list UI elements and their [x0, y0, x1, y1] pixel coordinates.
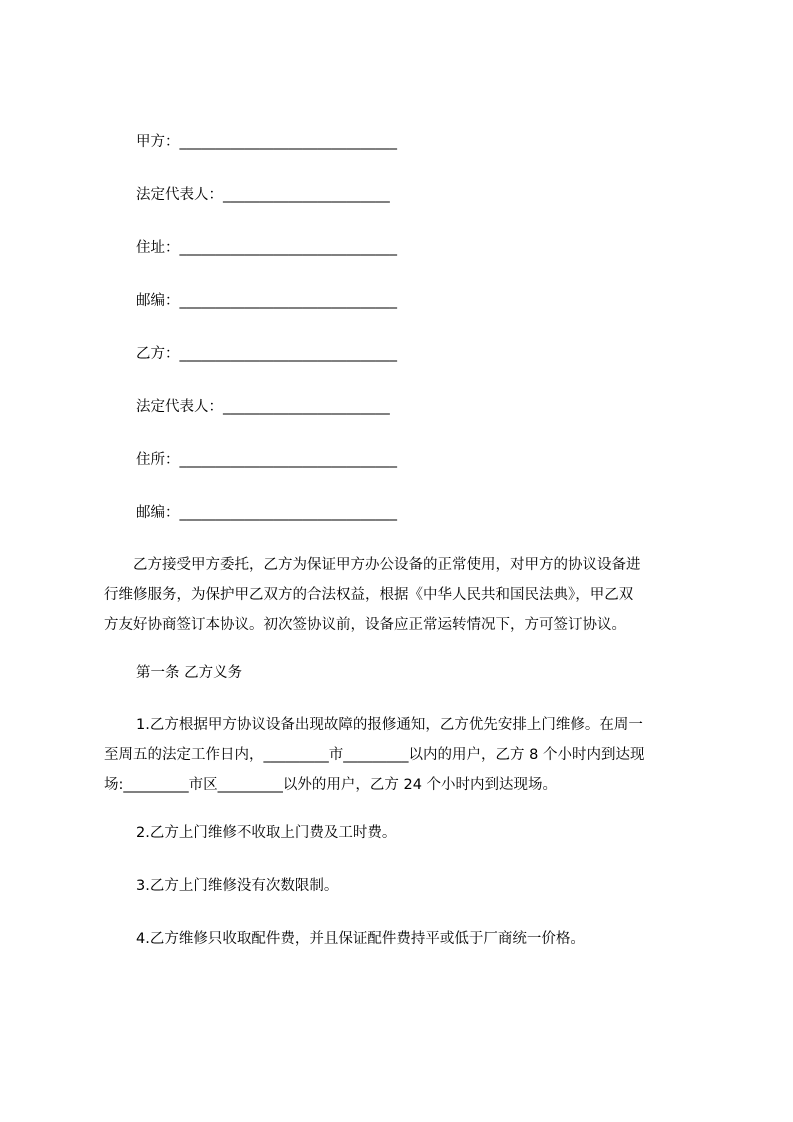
party-a-blank: ______________________________	[179, 134, 397, 150]
party-a-postcode-row	[136, 291, 397, 311]
party-a-row	[136, 132, 397, 152]
party-b-address-label: 住所：	[136, 452, 180, 468]
party-b-representative-label: 法定代表人：	[136, 399, 223, 415]
article-1-heading: 第一条 乙方义务	[136, 665, 243, 681]
party-a-postcode-label: 邮编：	[136, 293, 180, 309]
party-a-label: 甲方：	[136, 134, 180, 150]
clause-3: 3.乙方上门维修没有次数限制。	[136, 878, 339, 894]
party-b-representative-blank: _______________________	[223, 399, 390, 415]
party-b-label: 乙方：	[136, 346, 180, 362]
party-b-address-blank: ______________________________	[179, 452, 397, 468]
clause-1-line-1: 1.乙方根据甲方协议设备出现故障的报修通知，乙方优先安排上门维修。在周一	[136, 717, 643, 733]
party-b-address-row	[136, 450, 397, 470]
clause-1-line-3: 场:_________市区_________以外的用户，乙方 24 个小时内到达现场。	[104, 777, 558, 793]
party-a-representative-label: 法定代表人：	[136, 187, 223, 203]
clause-1-line-2: 至周五的法定工作日内，_________市_________以内的用户，乙方 8 个小时内到达现	[104, 747, 645, 763]
party-b-representative-row	[136, 397, 390, 417]
party-b-postcode-blank: ______________________________	[179, 505, 397, 521]
party-a-representative-blank: _______________________	[223, 187, 390, 203]
party-a-postcode-blank: ______________________________	[179, 293, 397, 309]
intro-line-1: 乙方接受甲方委托，乙方为保证甲方办公设备的正常使用，对甲方的协议设备进	[104, 557, 641, 573]
party-b-row	[136, 344, 397, 364]
clause-4: 4.乙方维修只收取配件费，并且保证配件费持平或低于厂商统一价格。	[136, 931, 585, 947]
party-a-address-blank: ______________________________	[179, 240, 397, 256]
party-a-address-label: 住址：	[136, 240, 180, 256]
intro-paragraph	[104, 555, 716, 645]
party-b-blank: ______________________________	[179, 346, 397, 362]
party-b-postcode-label: 邮编：	[136, 505, 180, 521]
party-a-address-row	[136, 238, 397, 258]
clause-2: 2.乙方上门维修不收取上门费及工时费。	[136, 825, 397, 841]
party-a-representative-row	[136, 185, 390, 205]
clause-1-paragraph	[104, 715, 716, 805]
intro-line-3: 方友好协商签订本协议。初次签协议前，设备应正常运转情况下，方可签订协议。	[104, 617, 626, 633]
intro-line-2: 行维修服务，为保护甲乙双方的合法权益，根据《中华人民共和国民法典》，甲乙双	[104, 587, 634, 603]
party-b-postcode-row	[136, 503, 397, 523]
